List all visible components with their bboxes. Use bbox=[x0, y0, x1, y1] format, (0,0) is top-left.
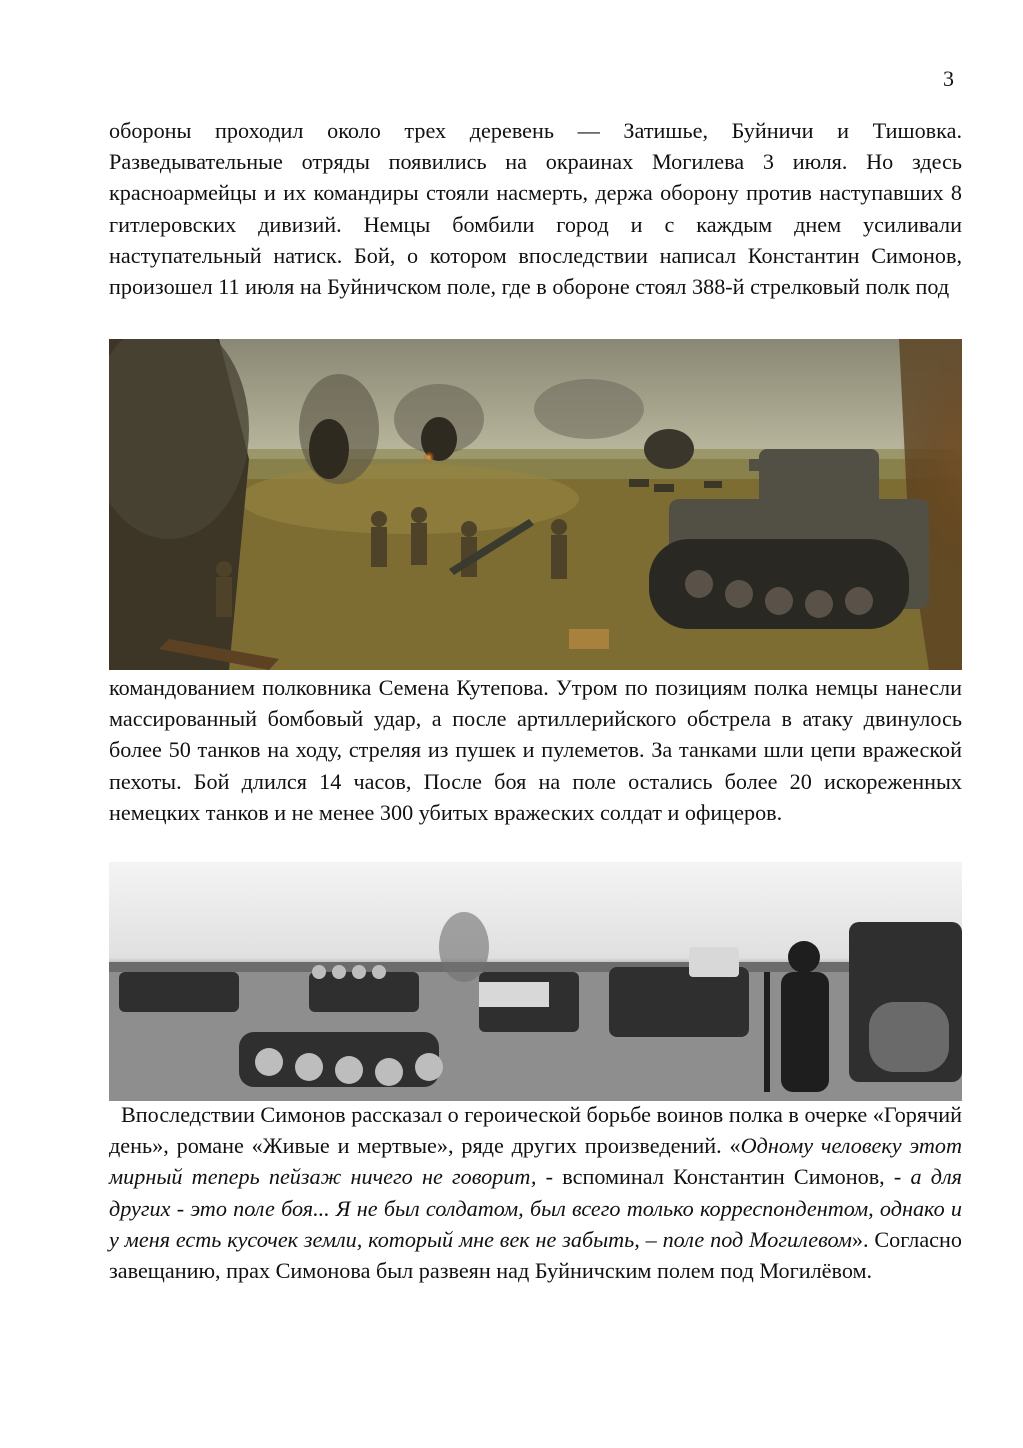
simonov-quote-1: Одному человеку этот мирный теперь пейзаж ничего не говорит, bbox=[109, 1133, 963, 1190]
page-number: 3 bbox=[943, 66, 954, 91]
paragraph-3 bbox=[109, 1099, 962, 1286]
battle-diorama-image bbox=[109, 339, 962, 670]
paragraph-1: обороны проходил около трех деревень — Затишье, Буйничи и Тишовка. Разведывательные отряды появились на окраинах Могилева 3 июля. Но здесь красноармейцы и их командиры стояли насмерть, держа оборону против наступавших 8 гитлеровских дивизий. Немцы бомбили город и с каждым днем усиливали наступательный натиск. Бой, о котором впоследствии написал Константин Симонов, произошел 11 июля на Буйничском поле, где в обороне стоял 388-й стрелковый полк под bbox=[109, 118, 962, 300]
paragraph-2: командованием полковника Семена Кутепова. Утром по позициям полка немцы нанесли массированный бомбовый удар, а после артиллерийского обстрела в атаку двинулось более 50 танков на ходу, стреляя из пушек и пулеметов. За танками шли цепи вражеской пехоты. Бой длился 14 часов, После боя на поле остались более 20 искореженных немецких танков и не менее 300 убитых вражеских солдат и офицеров. bbox=[109, 675, 962, 825]
paragraph-3-text-1: Впоследствии Симонов рассказал о героической борьбе воинов полка в очерке «Горячий день», романе «Живые и мертвые», ряде других произведений. « bbox=[109, 1102, 962, 1159]
paragraph-3-text-2: - вспоминал Константин Симонов, - bbox=[536, 1164, 911, 1190]
destroyed-tanks-photo bbox=[109, 862, 962, 1101]
simonov-quote-2: а для других - это поле боя... Я не был солдатом, был всего только корреспондентом, однако и у меня есть кусочек земли, который мне век не забыть, – поле под Могилевом bbox=[109, 1164, 962, 1252]
paragraph-3-text-3: ». Согласно завещанию, прах Симонова был развеян над Буйничским полем под Могилёвом. bbox=[109, 1226, 962, 1284]
